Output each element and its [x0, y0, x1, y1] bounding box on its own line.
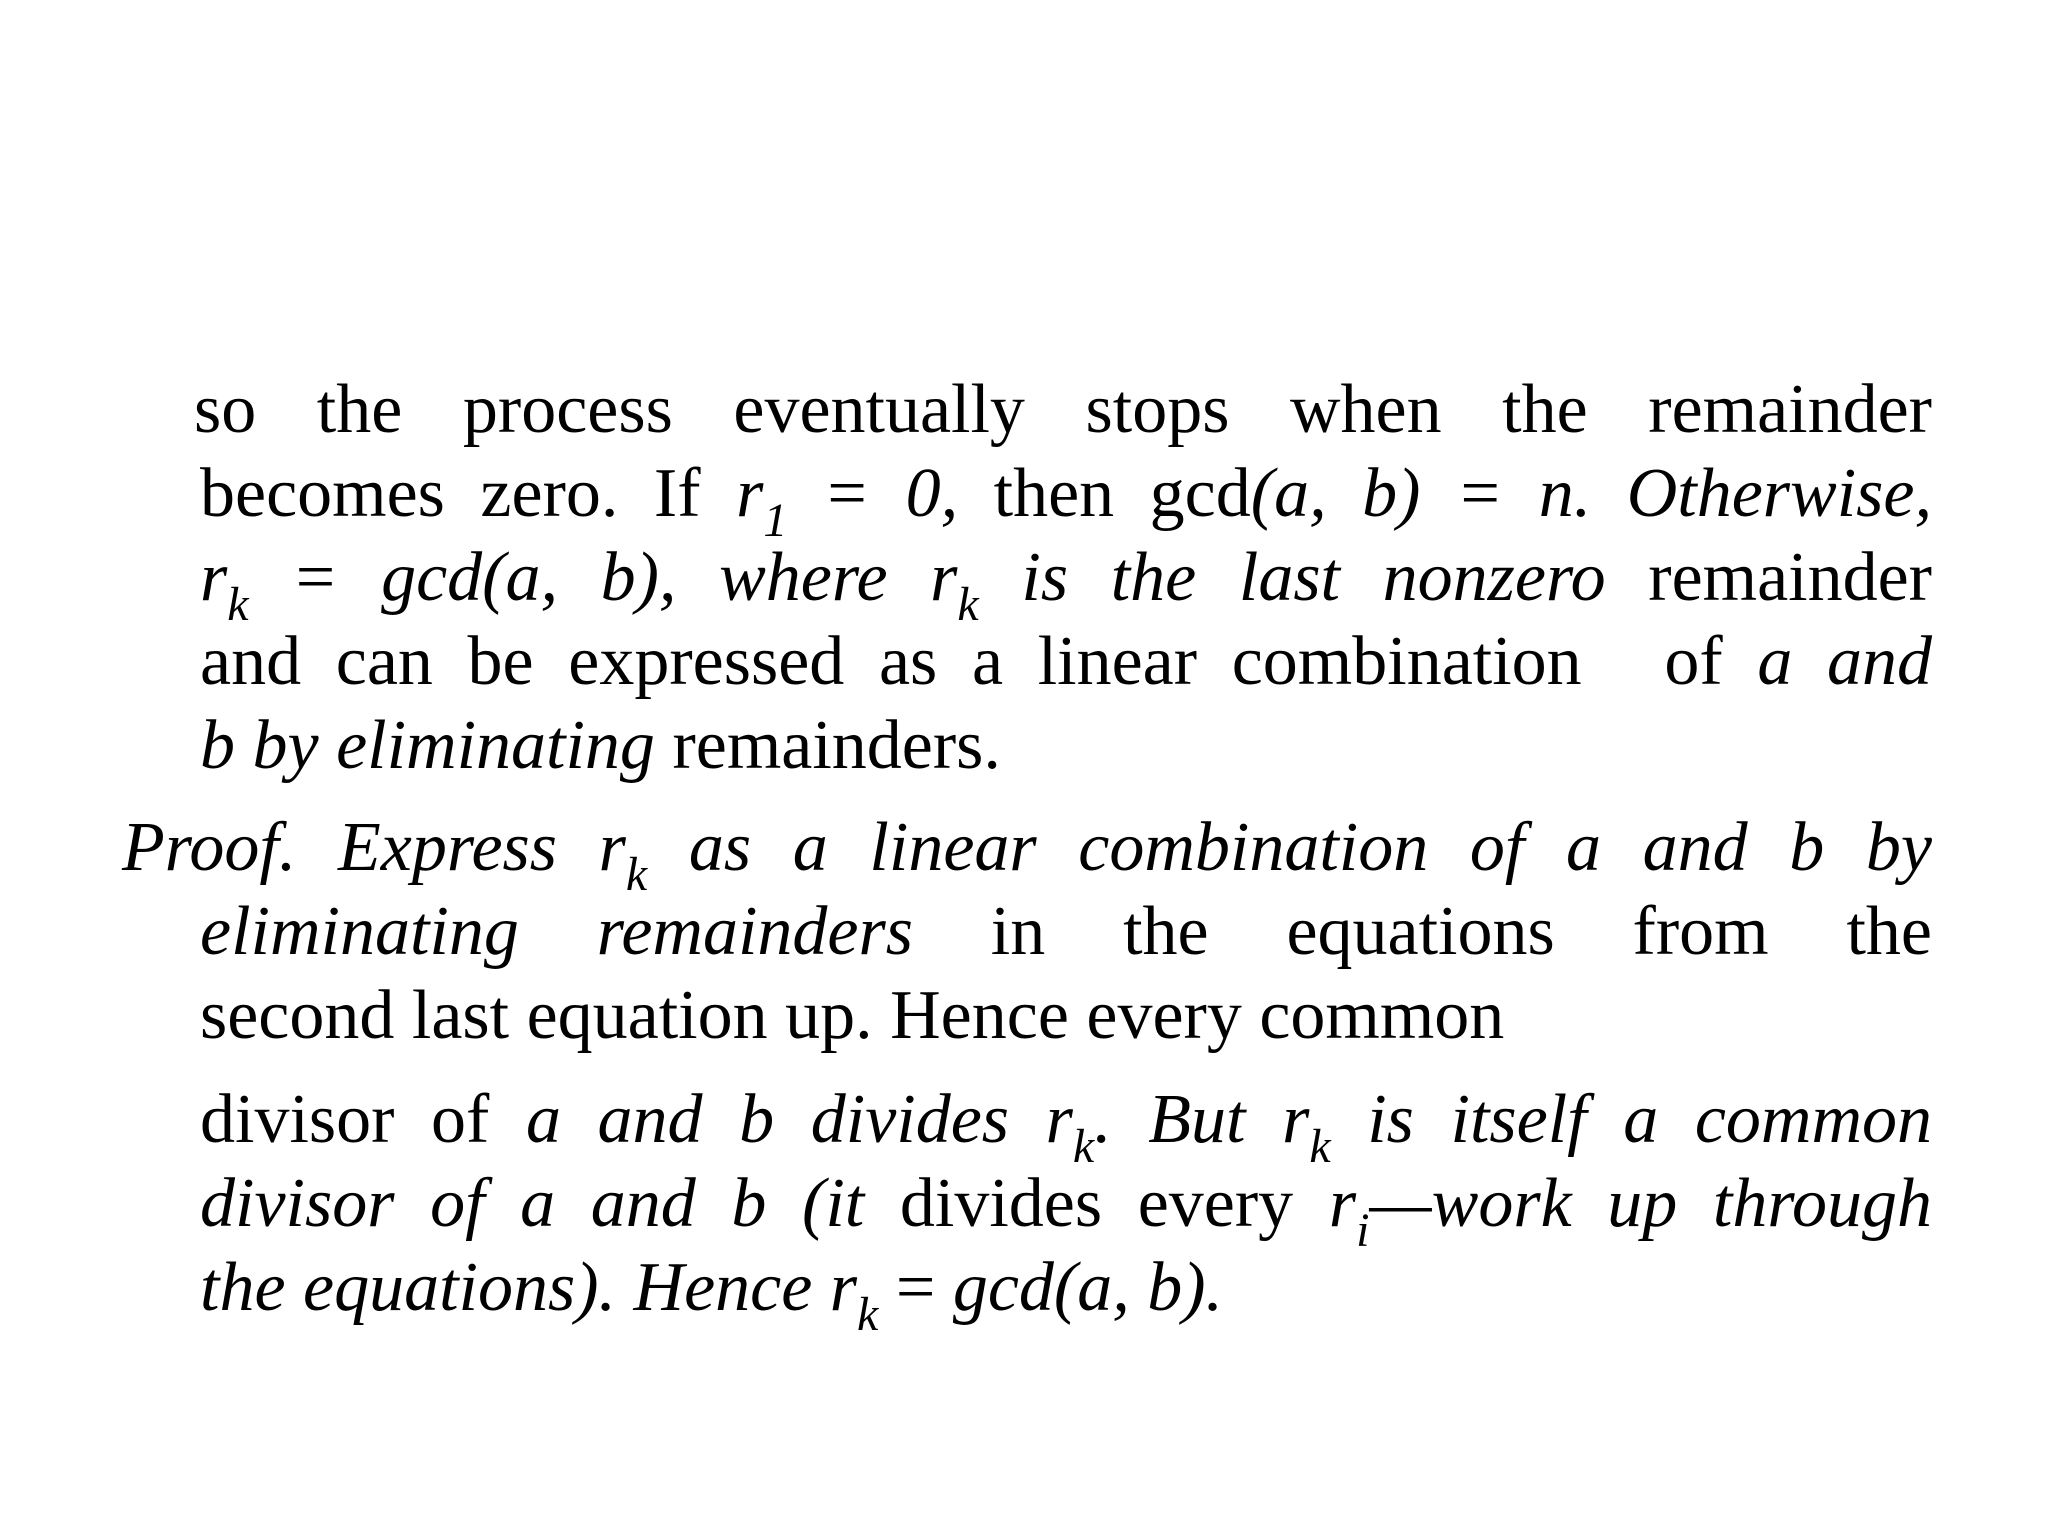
text-run: then gcd [958, 455, 1251, 532]
proof-line [122, 806, 1932, 901]
text-run: of [1664, 623, 1758, 700]
text-run: = [878, 1249, 953, 1326]
subscript: k [1309, 1120, 1331, 1173]
subscript: i [1356, 1204, 1370, 1257]
text-run: in the equations from the [912, 893, 1932, 970]
text-run: = gcd(a, b), where r [248, 539, 958, 616]
text-run: r [200, 539, 228, 616]
text-run: is itself a common [1330, 1081, 1932, 1158]
paragraph-line [194, 368, 1932, 452]
text-run: remainder [1605, 539, 1932, 616]
proof-line [200, 1162, 1932, 1257]
text-run: remainders. [654, 707, 1001, 784]
proof-line [200, 974, 1932, 1058]
subscript: k [1072, 1120, 1095, 1173]
paragraph-line [200, 704, 1932, 788]
text-run: becomes zero. If [200, 455, 737, 532]
subscript: k [957, 578, 979, 631]
text-run: so the process eventually stops when the remainder [194, 371, 1932, 448]
text-run: the equations). Hence r [200, 1249, 858, 1326]
text-run: is the last nonzero [978, 539, 1606, 616]
subscript: k [227, 578, 249, 631]
subscript: k [625, 848, 648, 901]
paragraph-line [200, 620, 1932, 704]
subscript: k [857, 1288, 879, 1341]
text-run: Proof. Express r [122, 809, 626, 886]
text-run: second last equation up. Hence every common [200, 977, 1505, 1054]
proof-line [200, 1078, 1932, 1173]
paragraph-line [200, 536, 1932, 631]
proof-line [200, 1246, 1932, 1341]
text-run: as a linear combination of a and b by [647, 809, 1932, 886]
text-run: divisor of a and b (it [200, 1165, 865, 1242]
proof-line [200, 890, 1932, 974]
text-run: a and b divides r [525, 1081, 1073, 1158]
text-run: eliminating remainders [200, 893, 913, 970]
text-run: = 0, [787, 455, 959, 532]
text-run: gcd(a, b). [952, 1249, 1224, 1326]
text-run: divisor of [200, 1081, 526, 1158]
text-run: r [736, 455, 764, 532]
subscript: 1 [763, 494, 788, 547]
text-run: a and [1757, 623, 1933, 700]
text-run: and can be expressed as a linear combination [200, 623, 1617, 700]
text-run: . But r [1094, 1081, 1310, 1158]
text-run: divides every [864, 1165, 1329, 1242]
text-run: b by eliminating [200, 707, 655, 784]
text-run: r [1328, 1165, 1357, 1242]
paragraph-line [200, 452, 1932, 547]
text-run: —work up through [1369, 1165, 1932, 1242]
text-run: (a, b) = n. Otherwise, [1250, 455, 1932, 532]
